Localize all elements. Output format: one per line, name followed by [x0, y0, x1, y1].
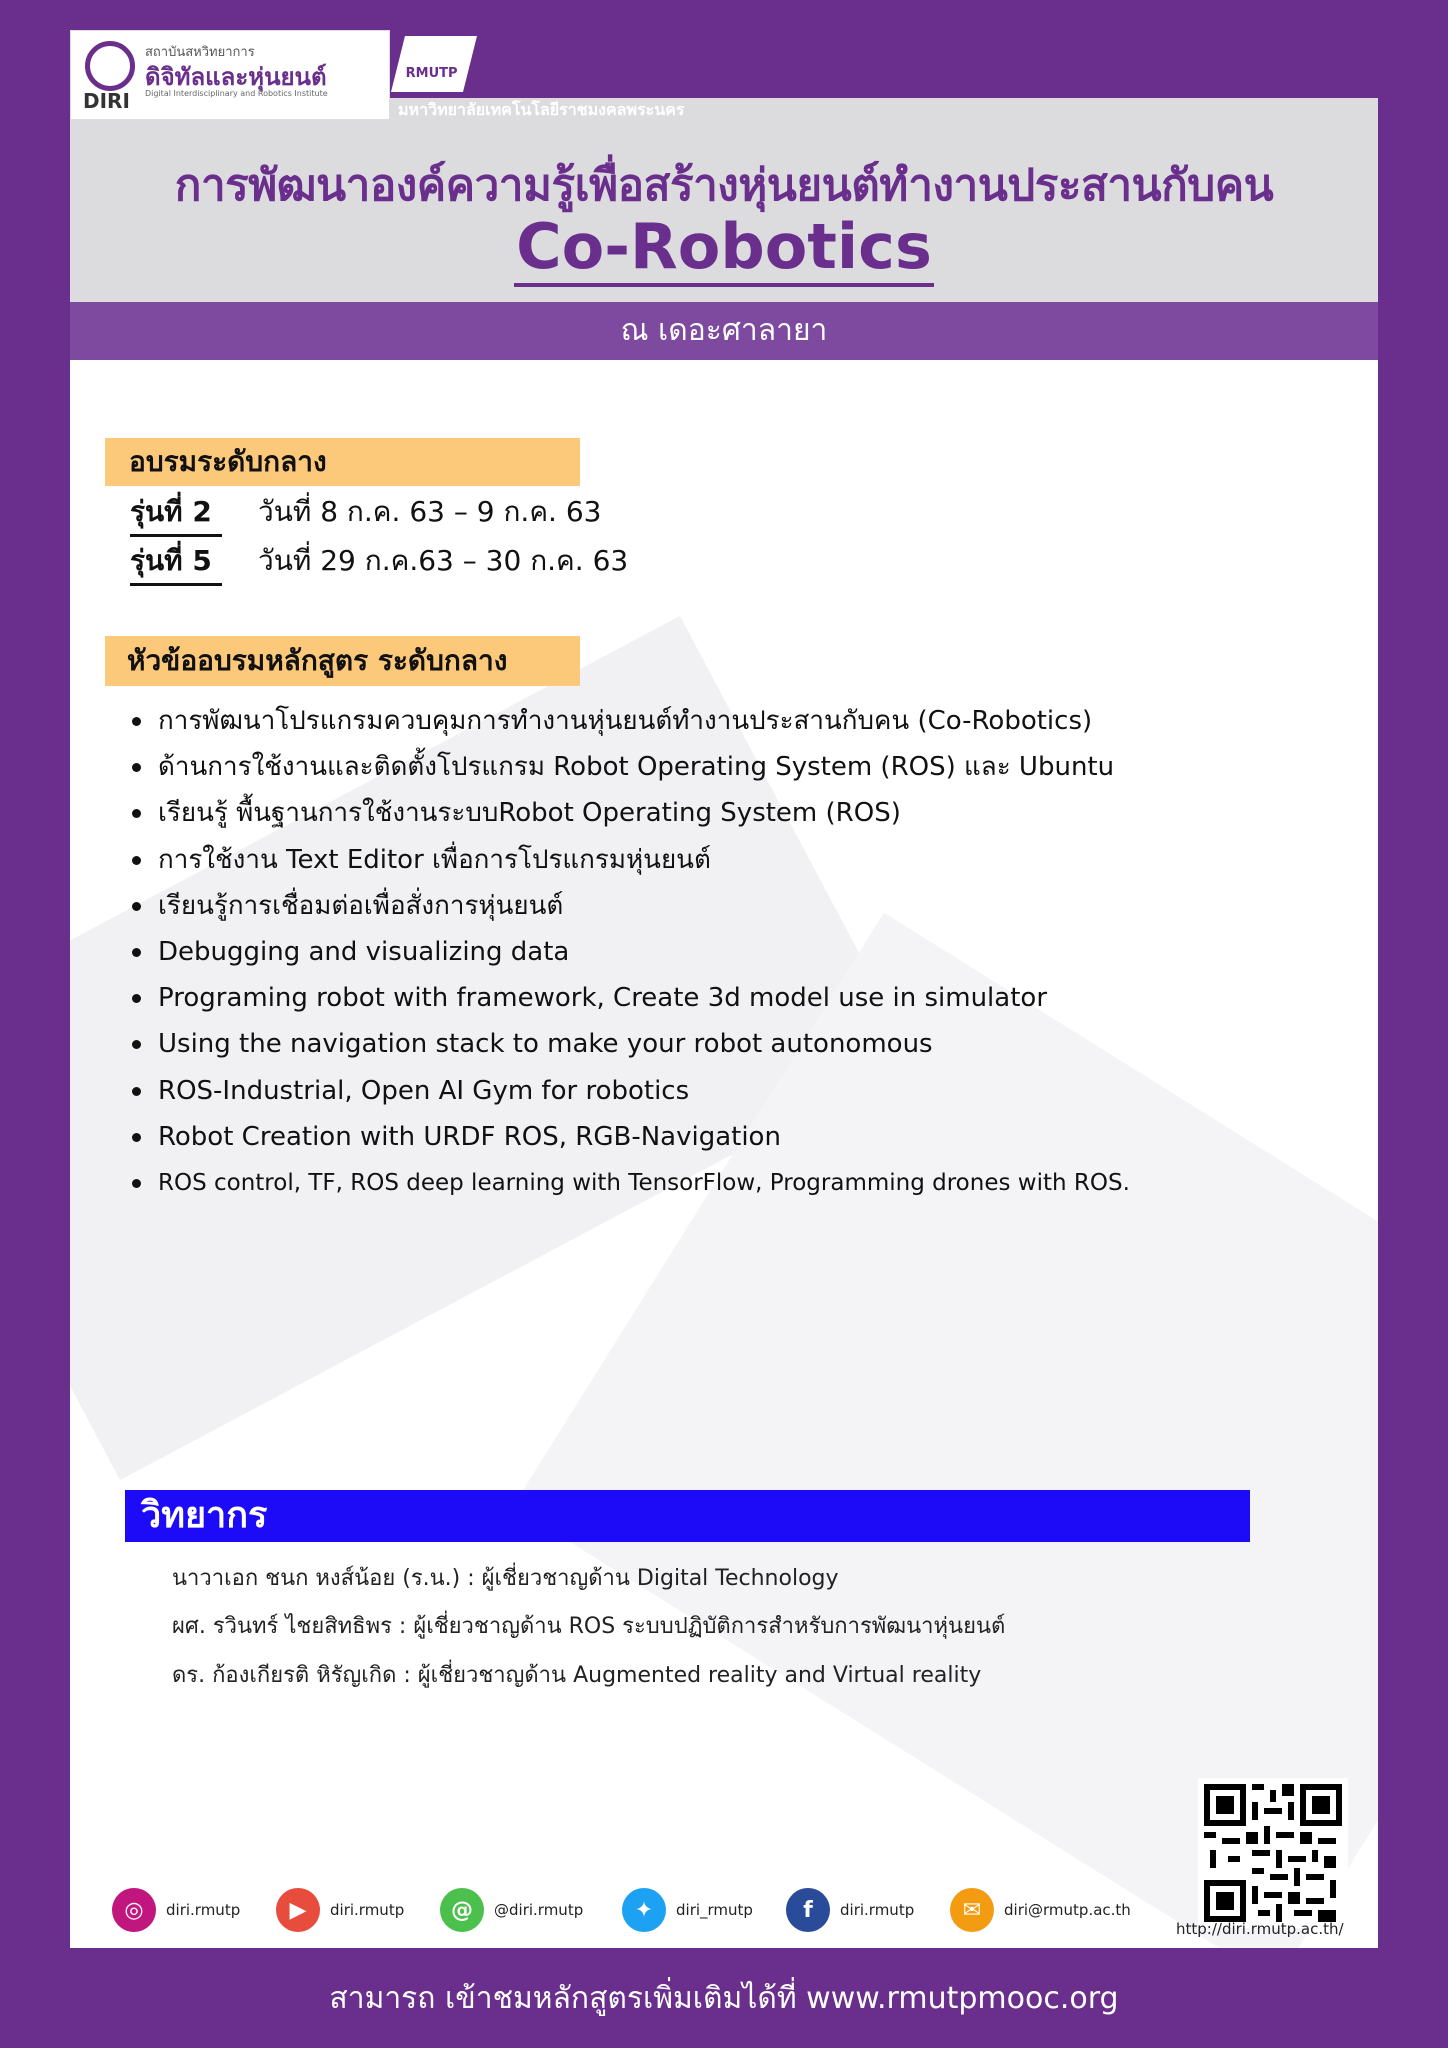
topic-list: [128, 698, 1130, 1206]
speaker-item: นาวาเอก ชนก หงส์น้อย (ร.น.) : ผู้เชี่ยวชาญด้าน Digital Technology: [172, 1566, 839, 1591]
batch-label: รุ่นที่ 2: [130, 490, 222, 537]
topic-item: Using the navigation stack to make your robot autonomous: [128, 1021, 1130, 1067]
topic-item: Debugging and visualizing data: [128, 929, 1130, 975]
university-name: มหาวิทยาลัยเทคโนโลยีราชมงคลพระนคร: [398, 100, 685, 119]
speaker-item: ผศ. รวินทร์ ไชยสิทธิพร : ผู้เชี่ยวชาญด้าน ROS ระบบปฏิบัติการสำหรับการพัฒนาหุ่นยนต์: [172, 1614, 1006, 1639]
diri-logo: [70, 30, 390, 120]
social-handle: diri.rmutp: [166, 1901, 241, 1919]
title-band: [70, 98, 1378, 303]
twitter-icon: ✦: [622, 1888, 666, 1932]
social-handle: diri@rmutp.ac.th: [1004, 1901, 1131, 1919]
topic-item: เรียนรู้การเชื่อมต่อเพื่อสั่งการหุ่นยนต์: [128, 883, 1130, 929]
batch-row: [130, 490, 601, 537]
facebook-icon: f: [786, 1888, 830, 1932]
title-english-text: Co-Robotics: [514, 210, 934, 287]
rmutp-tag-text: RMUTP: [405, 66, 458, 81]
qr-code-icon: [1198, 1778, 1348, 1928]
batch-date: วันที่ 29 ก.ค.63 – 30 ก.ค. 63: [258, 544, 629, 577]
logo-institute-en: Digital Interdisciplinary and Robotics Institute: [145, 89, 328, 98]
youtube-icon: ▶: [276, 1888, 320, 1932]
social-handle: diri.rmutp: [330, 1901, 405, 1919]
topic-item: ROS control, TF, ROS deep learning with TensorFlow, Programming drones with ROS.: [128, 1160, 1130, 1206]
topic-item: Robot Creation with URDF ROS, RGB-Navigation: [128, 1114, 1130, 1160]
line-icon: @: [440, 1888, 484, 1932]
email-icon: ✉: [950, 1888, 994, 1932]
speakers-heading: วิทยากร: [125, 1490, 1250, 1542]
rmutp-logo: [391, 36, 477, 92]
footer-note: สามารถ เข้าชมหลักสูตรเพิ่มเติมได้ที่ www.rmutpmooc.org: [329, 1981, 1119, 2016]
venue-band: ณ เดอะศาลายา: [70, 302, 1378, 360]
batch-date: วันที่ 8 ก.ค. 63 – 9 ก.ค. 63: [258, 495, 602, 528]
social-handle: diri.rmutp: [840, 1901, 915, 1919]
social-youtube[interactable]: [276, 1888, 404, 1932]
logo-institute-small: สถาบันสหวิทยาการ: [145, 45, 255, 60]
topic-item: ด้านการใช้งานและติดตั้งโปรแกรม Robot Operating System (ROS) และ Ubuntu: [128, 744, 1130, 790]
logo-acronym: DIRI: [83, 89, 130, 113]
topic-item: Programing robot with framework, Create 3d model use in simulator: [128, 975, 1130, 1021]
batch-label: รุ่นที่ 5: [130, 539, 222, 586]
batch-row: [130, 539, 628, 586]
instagram-icon: ◎: [112, 1888, 156, 1932]
topic-item: การใช้งาน Text Editor เพื่อการโปรแกรมหุ่นยนต์: [128, 837, 1130, 883]
website-url[interactable]: http://diri.rmutp.ac.th/: [1176, 1920, 1344, 1938]
training-level-label: อบรมระดับกลาง: [105, 438, 580, 486]
topic-item: เรียนรู้ พื้นฐานการใช้งานระบบRobot Operating System (ROS): [128, 790, 1130, 836]
title-thai: การพัฒนาองค์ความรู้เพื่อสร้างหุ่นยนต์ทำงานประสานกับคน: [174, 160, 1274, 211]
social-facebook[interactable]: [786, 1888, 914, 1932]
social-email[interactable]: [950, 1888, 1131, 1932]
social-instagram[interactable]: [112, 1888, 240, 1932]
social-handle: @diri.rmutp: [494, 1901, 584, 1919]
qr-code[interactable]: [1198, 1778, 1348, 1928]
diri-emblem-icon: [85, 41, 135, 91]
logo-institute-main: ดิจิทัลและหุ่นยนต์: [145, 63, 327, 91]
topic-item: การพัฒนาโปรแกรมควบคุมการทำงานหุ่นยนต์ทำงานประสานกับคน (Co-Robotics): [128, 698, 1130, 744]
social-twitter[interactable]: [622, 1888, 753, 1932]
speaker-item: ดร. ก้องเกียรติ หิรัญเกิด : ผู้เชี่ยวชาญด้าน Augmented reality and Virtual reality: [172, 1663, 982, 1688]
topic-item: ROS-Industrial, Open AI Gym for robotics: [128, 1068, 1130, 1114]
social-line[interactable]: [440, 1888, 583, 1932]
social-handle: diri_rmutp: [676, 1901, 753, 1919]
title-english: [70, 210, 1378, 283]
curriculum-heading: หัวข้ออบรมหลักสูตร ระดับกลาง: [105, 636, 580, 686]
